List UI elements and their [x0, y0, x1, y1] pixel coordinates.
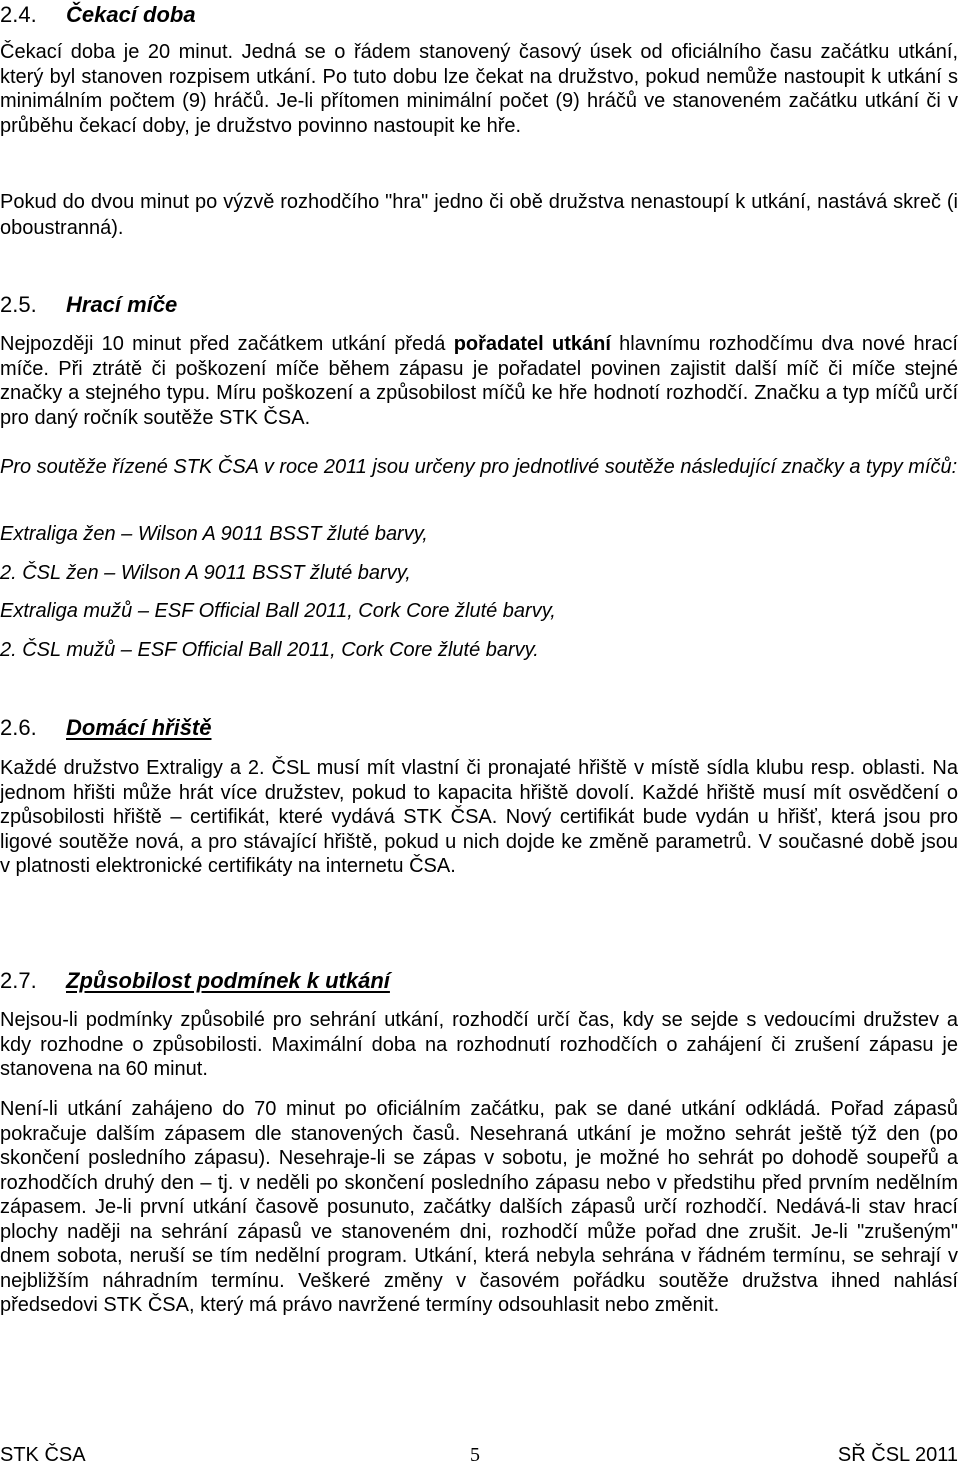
ball-list: [0, 515, 958, 669]
section-heading-2-5: [0, 290, 958, 320]
section-heading-2-6: [0, 713, 958, 743]
list-item: 2. ČSL žen – Wilson A 9011 BSST žluté barvy,: [0, 561, 411, 584]
list-item: 2. ČSL mužů – ESF Official Ball 2011, Cork Core žluté barvy.: [0, 638, 539, 661]
paragraph-postponement: Není-li utkání zahájeno do 70 minut po oficiálním začátku, pak se dané utkání odkládá. Pořad zápasů pokračuje dalším zápasem dle stanovených časů. Nesehraná utkání je možno sehrát ještě týž den (po skončení posledního zápasu). Nesehraje-li se zápas v sobotu, je možné ho sehrát po dohodě soupeřů a rozhodčích druhý den – tj. v neděli po skončení posledního zápasu nebo v předstihu před prvním nedělním zápasem. Je-li první utkání časově posunuto, začátky dalších zápasů určí rozhodčí. Nedává-li stav hrací plochy naději na sehrání zápasů ve stanoveném dni, rozhodčí může pořad dne zrušit. Je-li "zrušeným" dnem sobota, neruší se tím nedělní program. Utkání, která nebyla sehrána v řádném termínu, se sehrají v nejbližším náhradním termínu. Veškeré změny v časovém pořádku soutěže družstva ihned nahlásí předsedovi STK ČSA, který má právo navržené termíny odsouhlasit nebo změnit.: [0, 1098, 958, 1316]
footer-right: SŘ ČSL 2011: [837, 1444, 958, 1466]
section-number: 2.7.: [0, 968, 37, 993]
section-title: Domácí hřiště: [66, 715, 212, 740]
section-title: Hrací míče: [66, 292, 178, 317]
list-item: Extraliga mužů – ESF Official Ball 2011, Cork Core žluté barvy,: [0, 600, 556, 623]
paragraph-forfeit: Pokud do dvou minut po výzvě rozhodčího "hra" jedno či obě družstva nenastoupí k utkání, nastává skreč (i oboustranná).: [0, 191, 958, 239]
section-number: 2.4.: [0, 2, 37, 27]
list-item: Extraliga žen – Wilson A 9011 BSST žluté barvy,: [0, 523, 428, 545]
footer-left: STK ČSA: [0, 1444, 86, 1466]
paragraph-conditions: Nejsou-li podmínky způsobilé pro sehrání utkání, rozhodčí určí čas, kdy se sejde s vedoucími družstev a kdy rozhodne o způsobilosti. Maximální doba na rozhodnutí rozhodčích o zahájení či zrušení zápasu je stanovena na 60 minut.: [0, 1009, 958, 1080]
paragraph-ball-intro: Pro soutěže řízené STK ČSA v roce 2011 jsou určeny pro jednotlivé soutěže následující značky a typy míčů:: [0, 456, 958, 478]
page-footer: [0, 1444, 958, 1466]
section-number: 2.6.: [0, 715, 37, 740]
page-number: 5: [470, 1444, 480, 1466]
paragraph-home-field: Každé družstvo Extraligy a 2. ČSL musí mít vlastní či pronajaté hřiště v místě sídla klubu resp. oblasti. Na jednom hřišti může hrát více družstev, pokud to kapacita hřiště dovolí. Každé hřiště musí mít osvědčení o způsobilosti hřiště – certifikát, které vydává STK ČSA. Nový certifikát bude vydán u hřišť, která jsou pro ligové soutěže nová, a pro stávající hřiště, pokud u nich dojde ke změně parametrů. V současné době jsou v platnosti elektronické certifikáty na internetu ČSA.: [0, 757, 958, 877]
section-title: Způsobilost podmínek k utkání: [66, 968, 390, 993]
section-heading-2-7: [0, 966, 958, 996]
text-run-bold: pořadatel utkání: [453, 333, 611, 355]
paragraph-game-balls: [0, 332, 958, 430]
section-heading-2-4: [0, 0, 958, 30]
paragraph-waiting-time: Čekací doba je 20 minut. Jedná se o řádem stanovený časový úsek od oficiálního času začátku utkání, který byl stanoven rozpisem utkání. Po tuto dobu lze čekat na družstvo, pokud nemůže nastoupit k utkání s minimálním počtem (9) hráčů. Je-li přítomen minimální počet (9) hráčů ve stanoveném začátku utkání či v průběhu čekací doby, je družstvo povinno nastoupit ke hře.: [0, 41, 958, 137]
text-run: Nejpozději 10 minut před začátkem utkání předá: [0, 333, 454, 355]
text-run: hlavnímu rozhodčímu dva nové hrací míče. Při ztrátě či poškození míče během zápasu je pořadatel povinen zajistit další míč či míče stejné značky a stejného typu. Míru poškození a způsobilost míčů ke hře hodnotí rozhodčí. Značku a typ míčů určí pro daný ročník soutěže STK ČSA.: [0, 333, 958, 429]
section-title: Čekací doba: [66, 2, 196, 27]
section-number: 2.5.: [0, 292, 37, 317]
